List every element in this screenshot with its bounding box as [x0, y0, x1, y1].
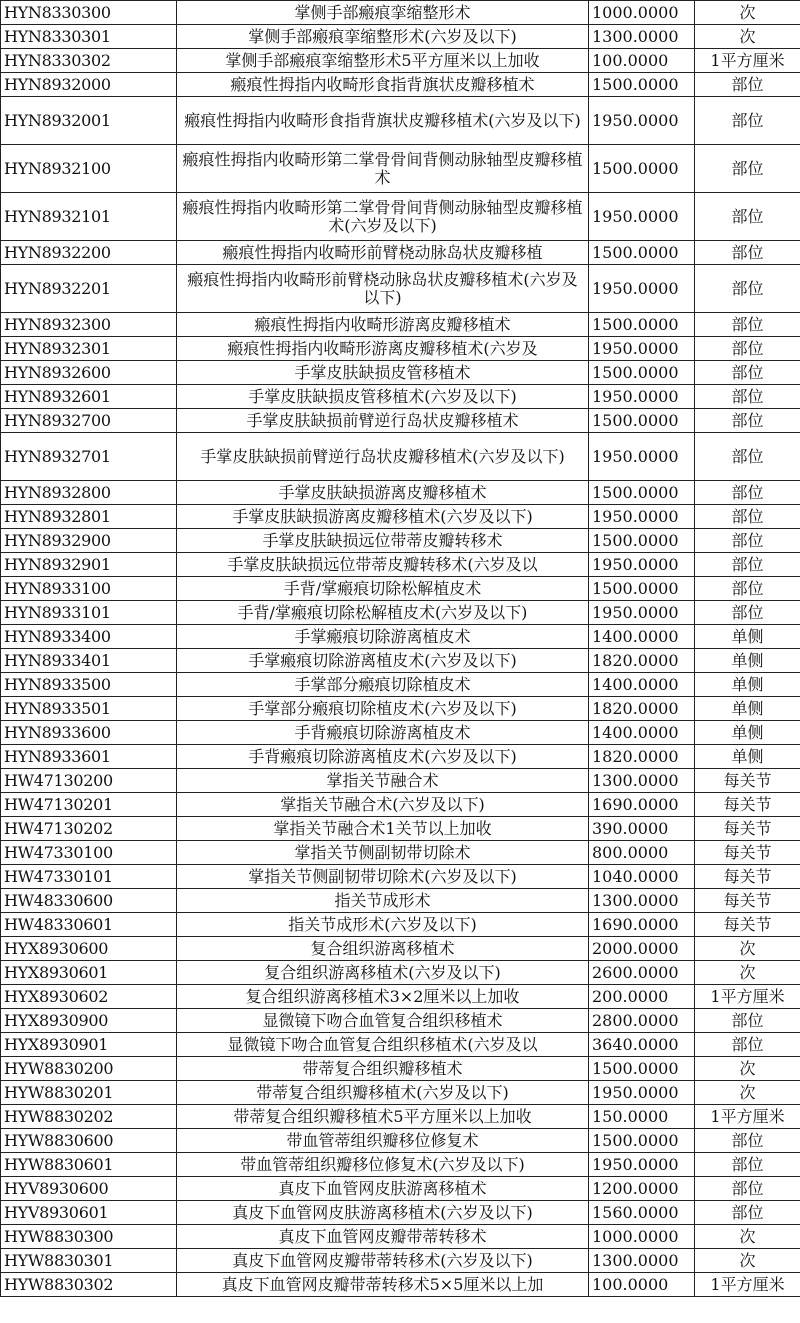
item-unit-cell: 部位 [695, 337, 800, 361]
item-name-cell: 瘢痕性拇指内收畸形前臂桡动脉岛状皮瓣移植术(六岁及以下) [177, 265, 589, 313]
item-price-cell: 2000.0000 [589, 937, 695, 961]
table-row [1, 649, 800, 673]
item-name-cell: 手掌皮肤缺损游离皮瓣移植术(六岁及以下) [177, 505, 589, 529]
item-code-cell: HYN8932801 [1, 505, 177, 529]
item-unit-cell: 单侧 [695, 721, 800, 745]
item-price-cell: 1820.0000 [589, 745, 695, 769]
table-row [1, 145, 800, 193]
item-name-cell: 真皮下血管网皮瓣带蒂转移术5×5厘米以上加 [177, 1273, 589, 1297]
item-price-cell: 1500.0000 [589, 1129, 695, 1153]
table-row [1, 601, 800, 625]
item-code-cell: HYN8932800 [1, 481, 177, 505]
item-name-cell: 真皮下血管网皮肤游离移植术(六岁及以下) [177, 1201, 589, 1225]
item-price-cell: 1000.0000 [589, 1225, 695, 1249]
item-unit-cell: 次 [695, 1249, 800, 1273]
item-name-cell: 手背/掌瘢痕切除松解植皮术(六岁及以下) [177, 601, 589, 625]
table-row [1, 889, 800, 913]
item-name-cell: 掌指关节融合术(六岁及以下) [177, 793, 589, 817]
item-price-cell: 1950.0000 [589, 265, 695, 313]
item-name-cell: 手掌皮肤缺损皮管移植术(六岁及以下) [177, 385, 589, 409]
item-name-cell: 瘢痕性拇指内收畸形游离皮瓣移植术 [177, 313, 589, 337]
item-price-cell: 3640.0000 [589, 1033, 695, 1057]
item-unit-cell: 次 [695, 937, 800, 961]
item-price-cell: 1500.0000 [589, 361, 695, 385]
item-unit-cell: 部位 [695, 1129, 800, 1153]
item-name-cell: 手背瘢痕切除游离植皮术(六岁及以下) [177, 745, 589, 769]
item-name-cell: 掌指关节侧副韧带切除术 [177, 841, 589, 865]
item-code-cell: HYX8930900 [1, 1009, 177, 1033]
item-unit-cell: 部位 [695, 97, 800, 145]
item-price-cell: 1500.0000 [589, 313, 695, 337]
item-unit-cell: 部位 [695, 577, 800, 601]
item-price-cell: 1820.0000 [589, 697, 695, 721]
item-name-cell: 掌侧手部瘢痕挛缩整形术 [177, 1, 589, 25]
item-name-cell: 复合组织游离移植术 [177, 937, 589, 961]
table-row [1, 1009, 800, 1033]
item-name-cell: 瘢痕性拇指内收畸形食指背旗状皮瓣移植术 [177, 73, 589, 97]
item-unit-cell: 次 [695, 961, 800, 985]
table-row [1, 745, 800, 769]
item-code-cell: HYX8930901 [1, 1033, 177, 1057]
table-row [1, 1201, 800, 1225]
item-code-cell: HW47330101 [1, 865, 177, 889]
item-unit-cell: 部位 [695, 1009, 800, 1033]
item-name-cell: 掌指关节侧副韧带切除术(六岁及以下) [177, 865, 589, 889]
table-row [1, 337, 800, 361]
table-row [1, 1273, 800, 1297]
item-name-cell: 带血管蒂组织瓣移位修复术 [177, 1129, 589, 1153]
item-unit-cell: 每关节 [695, 841, 800, 865]
item-unit-cell: 单侧 [695, 625, 800, 649]
item-price-cell: 100.0000 [589, 49, 695, 73]
item-price-cell: 1500.0000 [589, 73, 695, 97]
item-unit-cell: 1平方厘米 [695, 1105, 800, 1129]
item-price-cell: 390.0000 [589, 817, 695, 841]
table-row [1, 841, 800, 865]
item-unit-cell: 部位 [695, 1033, 800, 1057]
item-unit-cell: 次 [695, 1, 800, 25]
fee-schedule-body [1, 1, 800, 1297]
item-price-cell: 1690.0000 [589, 793, 695, 817]
item-price-cell: 1500.0000 [589, 481, 695, 505]
item-price-cell: 150.0000 [589, 1105, 695, 1129]
item-code-cell: HYN8932101 [1, 193, 177, 241]
table-row [1, 1, 800, 25]
item-code-cell: HYN8932601 [1, 385, 177, 409]
item-name-cell: 手掌皮肤缺损游离皮瓣移植术 [177, 481, 589, 505]
table-row [1, 697, 800, 721]
table-row [1, 433, 800, 481]
item-unit-cell: 部位 [695, 385, 800, 409]
table-row [1, 73, 800, 97]
item-unit-cell: 部位 [695, 553, 800, 577]
item-unit-cell: 部位 [695, 529, 800, 553]
table-row [1, 529, 800, 553]
item-code-cell: HYN8933600 [1, 721, 177, 745]
item-code-cell: HYN8933101 [1, 601, 177, 625]
table-row [1, 961, 800, 985]
item-price-cell: 1500.0000 [589, 409, 695, 433]
item-code-cell: HYV8930600 [1, 1177, 177, 1201]
item-price-cell: 1500.0000 [589, 145, 695, 193]
item-name-cell: 手掌皮肤缺损前臂逆行岛状皮瓣移植术 [177, 409, 589, 433]
item-unit-cell: 部位 [695, 1201, 800, 1225]
item-code-cell: HYN8932000 [1, 73, 177, 97]
item-price-cell: 1950.0000 [589, 337, 695, 361]
item-unit-cell: 单侧 [695, 649, 800, 673]
item-unit-cell: 每关节 [695, 793, 800, 817]
item-unit-cell: 部位 [695, 1177, 800, 1201]
item-unit-cell: 部位 [695, 361, 800, 385]
table-row [1, 1033, 800, 1057]
table-row [1, 1249, 800, 1273]
item-code-cell: HYN8932300 [1, 313, 177, 337]
table-row [1, 313, 800, 337]
item-unit-cell: 部位 [695, 145, 800, 193]
item-price-cell: 1300.0000 [589, 769, 695, 793]
item-name-cell: 复合组织游离移植术(六岁及以下) [177, 961, 589, 985]
item-unit-cell: 部位 [695, 481, 800, 505]
table-row [1, 1153, 800, 1177]
item-price-cell: 1040.0000 [589, 865, 695, 889]
item-unit-cell: 部位 [695, 265, 800, 313]
item-unit-cell: 部位 [695, 1153, 800, 1177]
item-price-cell: 1690.0000 [589, 913, 695, 937]
item-name-cell: 真皮下血管网皮瓣带蒂转移术(六岁及以下) [177, 1249, 589, 1273]
item-name-cell: 瘢痕性拇指内收畸形食指背旗状皮瓣移植术(六岁及以下) [177, 97, 589, 145]
table-row [1, 937, 800, 961]
item-unit-cell: 1平方厘米 [695, 49, 800, 73]
item-name-cell: 真皮下血管网皮肤游离移植术 [177, 1177, 589, 1201]
item-code-cell: HYW8830201 [1, 1081, 177, 1105]
item-code-cell: HYW8830301 [1, 1249, 177, 1273]
item-code-cell: HYW8830601 [1, 1153, 177, 1177]
item-code-cell: HW47130201 [1, 793, 177, 817]
item-price-cell: 1200.0000 [589, 1177, 695, 1201]
item-code-cell: HYN8932201 [1, 265, 177, 313]
item-code-cell: HYN8933601 [1, 745, 177, 769]
table-row [1, 865, 800, 889]
table-row [1, 721, 800, 745]
item-unit-cell: 部位 [695, 241, 800, 265]
item-code-cell: HYN8932900 [1, 529, 177, 553]
item-price-cell: 800.0000 [589, 841, 695, 865]
item-code-cell: HYN8330301 [1, 25, 177, 49]
item-price-cell: 1820.0000 [589, 649, 695, 673]
table-row [1, 25, 800, 49]
item-price-cell: 1950.0000 [589, 433, 695, 481]
item-code-cell: HYW8830200 [1, 1057, 177, 1081]
item-unit-cell: 部位 [695, 409, 800, 433]
item-code-cell: HW47130200 [1, 769, 177, 793]
item-name-cell: 手掌部分瘢痕切除植皮术 [177, 673, 589, 697]
item-unit-cell: 每关节 [695, 817, 800, 841]
item-name-cell: 掌指关节融合术 [177, 769, 589, 793]
table-row [1, 1225, 800, 1249]
item-price-cell: 1400.0000 [589, 721, 695, 745]
item-code-cell: HYN8330302 [1, 49, 177, 73]
item-unit-cell: 部位 [695, 601, 800, 625]
item-code-cell: HYN8932100 [1, 145, 177, 193]
item-name-cell: 真皮下血管网皮瓣带蒂转移术 [177, 1225, 589, 1249]
item-name-cell: 带血管蒂组织瓣移位修复术(六岁及以下) [177, 1153, 589, 1177]
item-price-cell: 1950.0000 [589, 553, 695, 577]
table-row [1, 409, 800, 433]
item-code-cell: HW47330100 [1, 841, 177, 865]
table-row [1, 625, 800, 649]
table-row [1, 361, 800, 385]
table-row [1, 481, 800, 505]
item-price-cell: 1560.0000 [589, 1201, 695, 1225]
item-price-cell: 1300.0000 [589, 1249, 695, 1273]
item-unit-cell: 次 [695, 1057, 800, 1081]
table-row [1, 193, 800, 241]
item-name-cell: 指关节成形术(六岁及以下) [177, 913, 589, 937]
item-name-cell: 手掌部分瘢痕切除植皮术(六岁及以下) [177, 697, 589, 721]
item-code-cell: HYW8830600 [1, 1129, 177, 1153]
item-price-cell: 1300.0000 [589, 25, 695, 49]
table-row [1, 241, 800, 265]
item-code-cell: HW48330601 [1, 913, 177, 937]
item-name-cell: 显微镜下吻合血管复合组织移植术(六岁及以 [177, 1033, 589, 1057]
table-row [1, 265, 800, 313]
table-row [1, 49, 800, 73]
item-price-cell: 200.0000 [589, 985, 695, 1009]
item-name-cell: 带蒂复合组织瓣移植术 [177, 1057, 589, 1081]
item-price-cell: 100.0000 [589, 1273, 695, 1297]
table-row [1, 1129, 800, 1153]
item-code-cell: HYV8930601 [1, 1201, 177, 1225]
table-row [1, 97, 800, 145]
item-code-cell: HYN8933400 [1, 625, 177, 649]
item-price-cell: 1950.0000 [589, 601, 695, 625]
item-unit-cell: 部位 [695, 433, 800, 481]
item-price-cell: 2600.0000 [589, 961, 695, 985]
item-code-cell: HYN8933501 [1, 697, 177, 721]
item-code-cell: HYN8932901 [1, 553, 177, 577]
item-price-cell: 1500.0000 [589, 241, 695, 265]
item-name-cell: 瘢痕性拇指内收畸形第二掌骨骨间背侧动脉轴型皮瓣移植术 [177, 145, 589, 193]
table-row [1, 793, 800, 817]
item-price-cell: 1950.0000 [589, 1153, 695, 1177]
item-price-cell: 1950.0000 [589, 97, 695, 145]
item-code-cell: HYN8933100 [1, 577, 177, 601]
item-name-cell: 瘢痕性拇指内收畸形游离皮瓣移植术(六岁及 [177, 337, 589, 361]
item-name-cell: 带蒂复合组织瓣移植术5平方厘米以上加收 [177, 1105, 589, 1129]
item-unit-cell: 1平方厘米 [695, 985, 800, 1009]
item-unit-cell: 每关节 [695, 889, 800, 913]
item-unit-cell: 部位 [695, 193, 800, 241]
item-price-cell: 1950.0000 [589, 505, 695, 529]
item-name-cell: 瘢痕性拇指内收畸形前臂桡动脉岛状皮瓣移植 [177, 241, 589, 265]
item-code-cell: HYW8830302 [1, 1273, 177, 1297]
item-code-cell: HYX8930602 [1, 985, 177, 1009]
item-price-cell: 1950.0000 [589, 1081, 695, 1105]
item-code-cell: HYN8932001 [1, 97, 177, 145]
item-price-cell: 1500.0000 [589, 577, 695, 601]
item-unit-cell: 次 [695, 1081, 800, 1105]
item-unit-cell: 次 [695, 1225, 800, 1249]
item-code-cell: HYN8932700 [1, 409, 177, 433]
table-row [1, 673, 800, 697]
item-unit-cell: 部位 [695, 73, 800, 97]
item-code-cell: HYN8330300 [1, 1, 177, 25]
item-name-cell: 手掌皮肤缺损远位带蒂皮瓣转移术 [177, 529, 589, 553]
table-row [1, 769, 800, 793]
table-row [1, 985, 800, 1009]
item-name-cell: 掌指关节融合术1关节以上加收 [177, 817, 589, 841]
item-price-cell: 1300.0000 [589, 889, 695, 913]
table-row [1, 817, 800, 841]
item-code-cell: HYN8932301 [1, 337, 177, 361]
item-name-cell: 显微镜下吻合血管复合组织移植术 [177, 1009, 589, 1033]
item-code-cell: HYN8933401 [1, 649, 177, 673]
item-price-cell: 2800.0000 [589, 1009, 695, 1033]
table-row [1, 913, 800, 937]
item-name-cell: 手背瘢痕切除游离植皮术 [177, 721, 589, 745]
item-unit-cell: 每关节 [695, 913, 800, 937]
item-price-cell: 1000.0000 [589, 1, 695, 25]
item-unit-cell: 部位 [695, 313, 800, 337]
item-price-cell: 1500.0000 [589, 529, 695, 553]
item-unit-cell: 每关节 [695, 769, 800, 793]
item-code-cell: HW48330600 [1, 889, 177, 913]
item-unit-cell: 次 [695, 25, 800, 49]
item-code-cell: HW47130202 [1, 817, 177, 841]
item-price-cell: 1950.0000 [589, 385, 695, 409]
item-code-cell: HYN8932600 [1, 361, 177, 385]
table-row [1, 1177, 800, 1201]
item-code-cell: HYW8830202 [1, 1105, 177, 1129]
item-unit-cell: 单侧 [695, 673, 800, 697]
table-row [1, 1105, 800, 1129]
item-price-cell: 1400.0000 [589, 625, 695, 649]
item-code-cell: HYX8930600 [1, 937, 177, 961]
item-unit-cell: 单侧 [695, 697, 800, 721]
item-price-cell: 1950.0000 [589, 193, 695, 241]
item-code-cell: HYX8930601 [1, 961, 177, 985]
table-row [1, 1057, 800, 1081]
item-name-cell: 手背/掌瘢痕切除松解植皮术 [177, 577, 589, 601]
item-name-cell: 手掌皮肤缺损前臂逆行岛状皮瓣移植术(六岁及以下) [177, 433, 589, 481]
table-row [1, 1081, 800, 1105]
item-name-cell: 掌侧手部瘢痕挛缩整形术(六岁及以下) [177, 25, 589, 49]
item-name-cell: 复合组织游离移植术3×2厘米以上加收 [177, 985, 589, 1009]
item-name-cell: 手掌皮肤缺损远位带蒂皮瓣转移术(六岁及以 [177, 553, 589, 577]
item-name-cell: 手掌瘢痕切除游离植皮术 [177, 625, 589, 649]
item-name-cell: 手掌瘢痕切除游离植皮术(六岁及以下) [177, 649, 589, 673]
table-row [1, 577, 800, 601]
item-code-cell: HYW8830300 [1, 1225, 177, 1249]
item-code-cell: HYN8932200 [1, 241, 177, 265]
item-unit-cell: 部位 [695, 505, 800, 529]
item-name-cell: 带蒂复合组织瓣移植术(六岁及以下) [177, 1081, 589, 1105]
table-row [1, 505, 800, 529]
item-name-cell: 手掌皮肤缺损皮管移植术 [177, 361, 589, 385]
item-name-cell: 掌侧手部瘢痕挛缩整形术5平方厘米以上加收 [177, 49, 589, 73]
item-name-cell: 指关节成形术 [177, 889, 589, 913]
item-price-cell: 1500.0000 [589, 1057, 695, 1081]
item-unit-cell: 1平方厘米 [695, 1273, 800, 1297]
item-code-cell: HYN8933500 [1, 673, 177, 697]
item-name-cell: 瘢痕性拇指内收畸形第二掌骨骨间背侧动脉轴型皮瓣移植术(六岁及以下) [177, 193, 589, 241]
item-unit-cell: 单侧 [695, 745, 800, 769]
item-code-cell: HYN8932701 [1, 433, 177, 481]
table-row [1, 385, 800, 409]
item-price-cell: 1400.0000 [589, 673, 695, 697]
item-unit-cell: 每关节 [695, 865, 800, 889]
table-row [1, 553, 800, 577]
